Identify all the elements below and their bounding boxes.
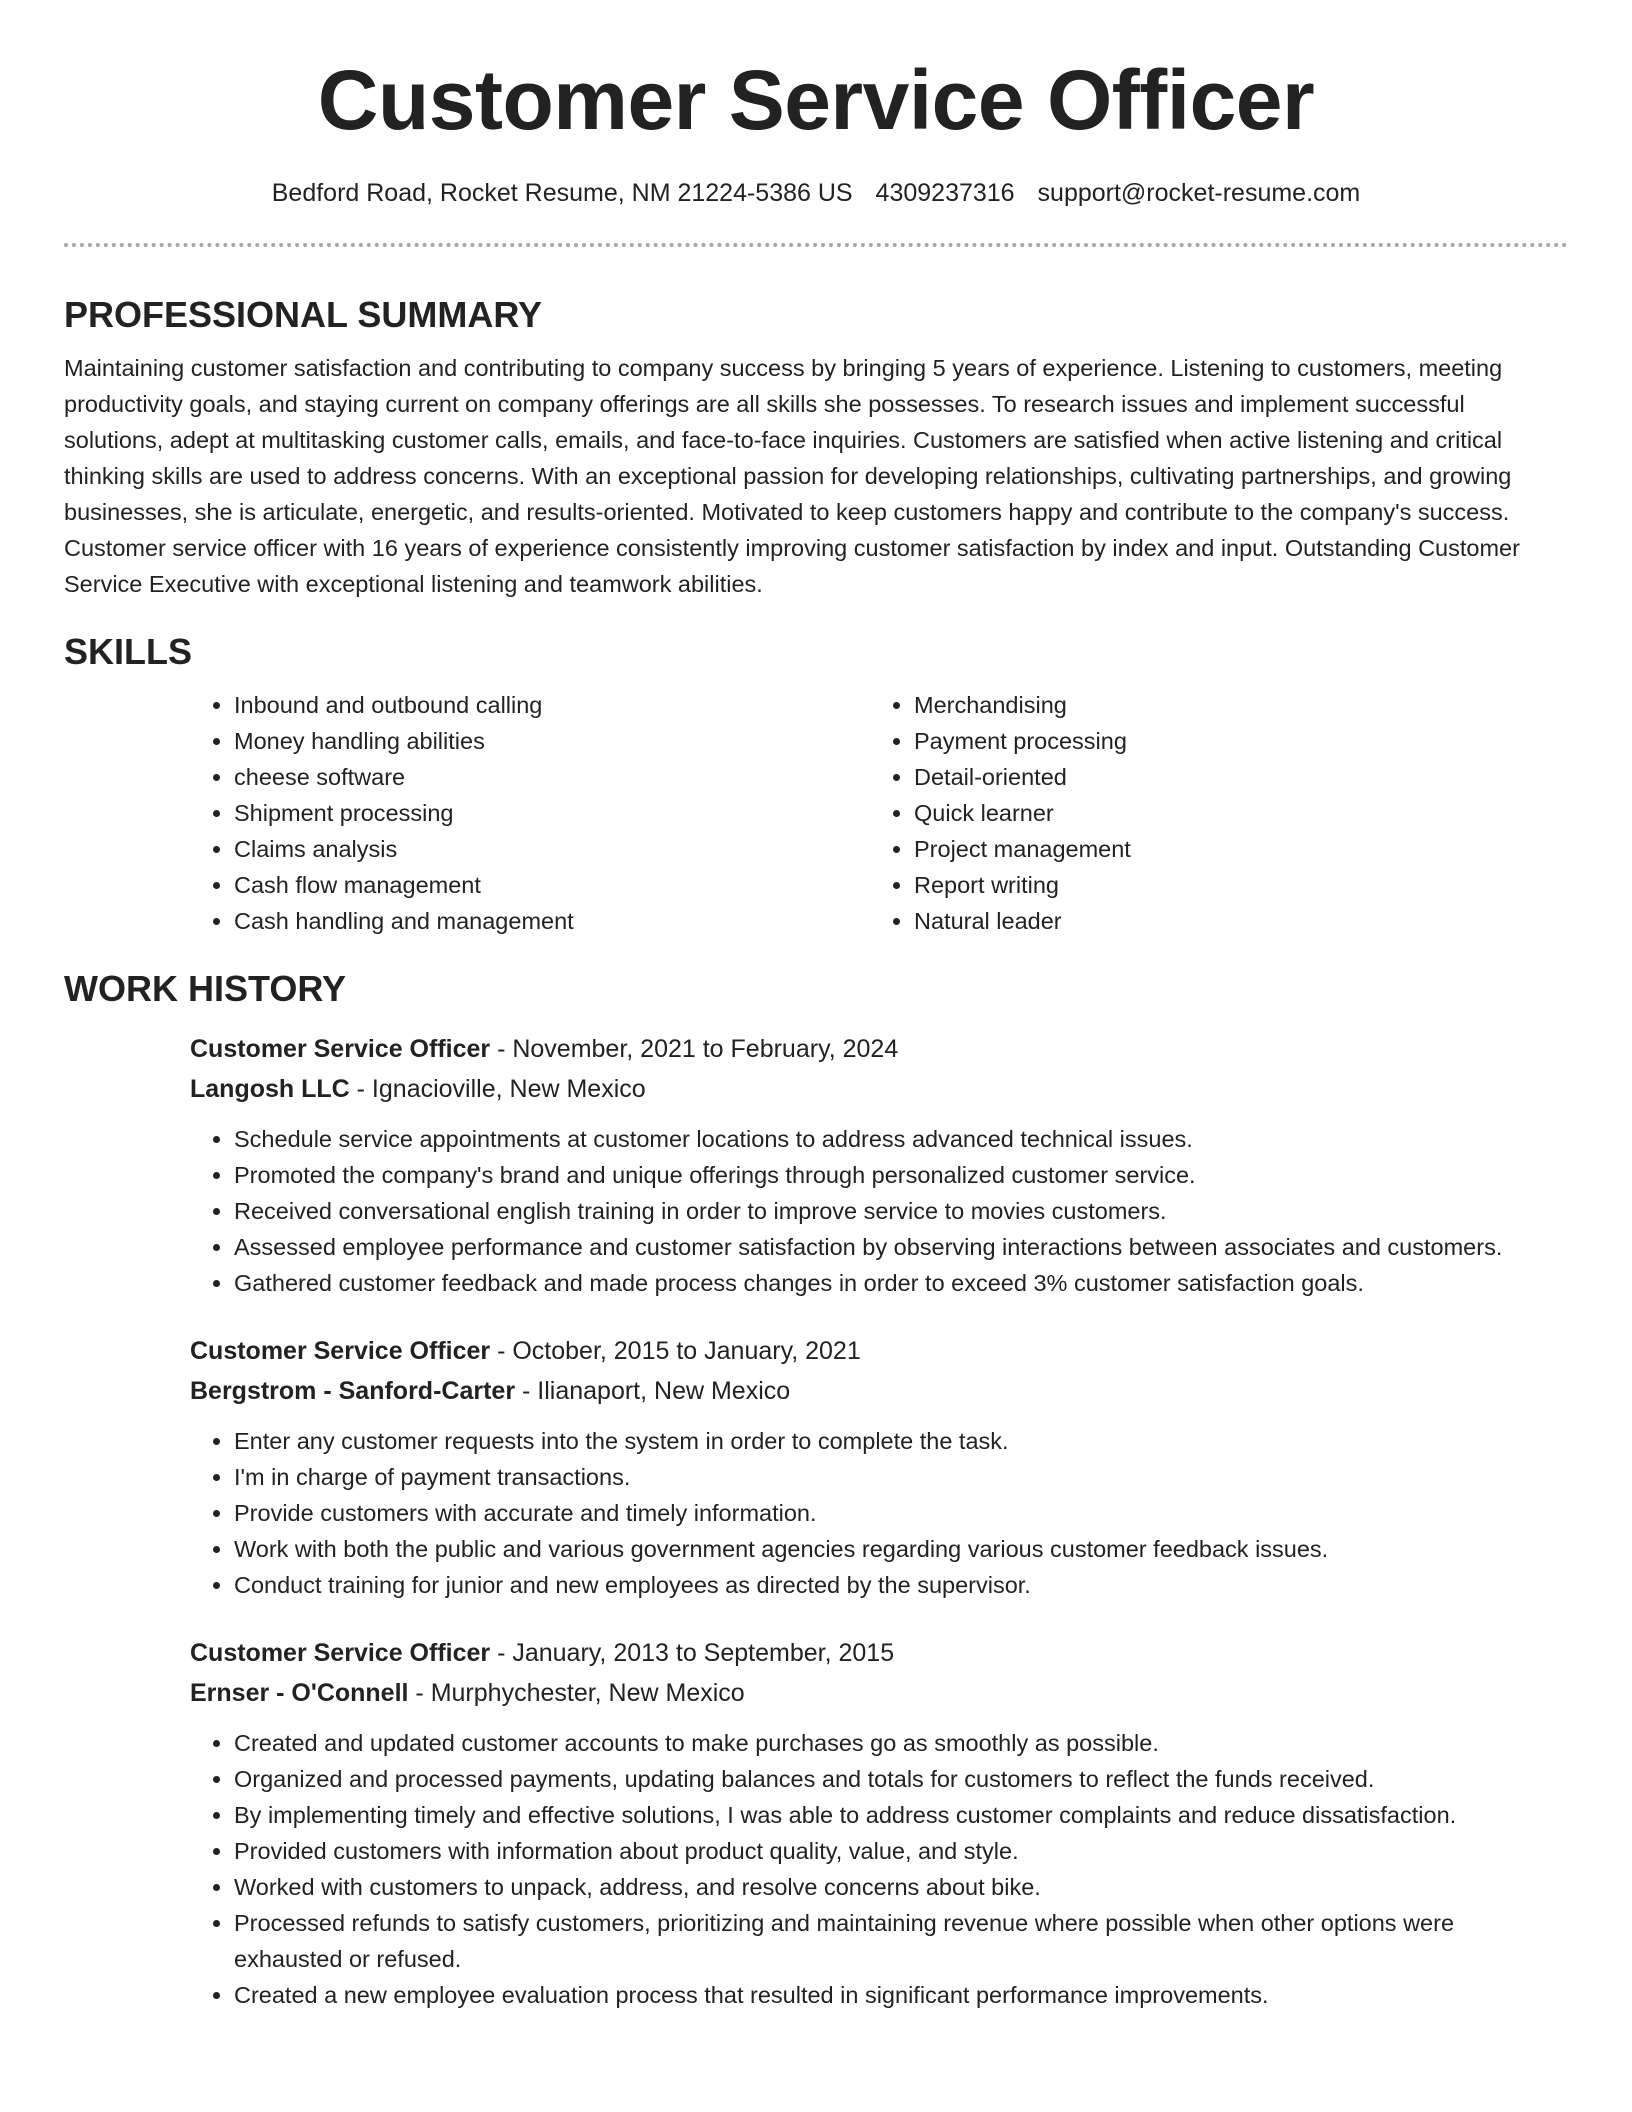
skills-column-left (190, 687, 870, 939)
job-title: Customer Service Officer (190, 1336, 491, 1365)
skills-heading: SKILLS (64, 631, 193, 673)
job-duty-item: • Created and updated customer accounts to make purchases go as smoothly as possible. (234, 1725, 1568, 1761)
job-company: Ernser - O'Connell (190, 1678, 409, 1707)
job-duty-item: • Provided customers with information about product quality, value, and style. (234, 1833, 1568, 1869)
skills-grid (190, 687, 1568, 939)
job-company-line (190, 1371, 1568, 1411)
skill-item: • Payment processing (914, 723, 1550, 759)
skills-list-left (190, 687, 870, 939)
job-duty-item: • Provide customers with accurate and timely information. (234, 1495, 1568, 1531)
skill-item: • Money handling abilities (234, 723, 870, 759)
summary-heading: PROFESSIONAL SUMMARY (64, 294, 543, 336)
skill-item: • Shipment processing (234, 795, 870, 831)
job-company: Langosh LLC (190, 1074, 350, 1103)
job-title-line (190, 1633, 1568, 1673)
job-duties-list (190, 1121, 1568, 1301)
skill-item: • Cash flow management (234, 867, 870, 903)
skill-item: • Quick learner (914, 795, 1550, 831)
job-duty-item: • Schedule service appointments at customer locations to address advanced technical issues. (234, 1121, 1568, 1157)
job-title: Customer Service Officer (190, 1034, 491, 1063)
header-divider (64, 243, 1568, 247)
skill-item: • Claims analysis (234, 831, 870, 867)
skills-section (0, 630, 1632, 939)
job-duty-item: • Created a new employee evaluation process that resulted in significant performance improvements. (234, 1977, 1568, 2013)
job-duties-list (190, 1725, 1568, 2013)
job-location: - Murphychester, New Mexico (408, 1678, 745, 1707)
work-history-heading: WORK HISTORY (64, 968, 347, 1010)
job-title-line (190, 1331, 1568, 1371)
job-title: Customer Service Officer (190, 1638, 491, 1667)
job-company: Bergstrom - Sanford-Carter (190, 1376, 516, 1405)
skills-list-right (870, 687, 1550, 939)
job-title-line (190, 1029, 1568, 1069)
job-duty-item: • Assessed employee performance and customer satisfaction by observing interactions between associates and customers. (234, 1229, 1568, 1265)
skill-item: • Inbound and outbound calling (234, 687, 870, 723)
job-duty-item: • Conduct training for junior and new employees as directed by the supervisor. (234, 1567, 1568, 1603)
job-duty-item: • Received conversational english training in order to improve service to movies customers. (234, 1193, 1568, 1229)
contact-phone: 4309237316 (875, 178, 1015, 207)
job-location: - Ignacioville, New Mexico (349, 1074, 646, 1103)
job-duties-list (190, 1423, 1568, 1603)
job-company-line (190, 1673, 1568, 1713)
job-entry (190, 1633, 1568, 2013)
summary-text: Maintaining customer satisfaction and contributing to company success by bringing 5 years of experience. Listening to customers, meeting productivity goals, and staying current on company offerings are all skills she possesses. To research issues and implement successful solutions, adept at multitasking customer calls, emails, and face-to-face inquiries. Customers are satisfied when active listening and critical thinking skills are used to address concerns. With an exceptional passion for developing relationships, cultivating partnerships, and growing businesses, she is articulate, energetic, and results-oriented. Motivated to keep customers happy and contribute to the company's success. Customer service officer with 16 years of experience consistently improving customer satisfaction by index and input. Outstanding Customer Service Executive with exceptional listening and teamwork abilities. (64, 355, 1520, 598)
skill-item: • Report writing (914, 867, 1550, 903)
skill-item: • cheese software (234, 759, 870, 795)
contact-address: Bedford Road, Rocket Resume, NM 21224-5386 US (271, 178, 853, 207)
job-duty-item: • Processed refunds to satisfy customers, prioritizing and maintaining revenue where possible when other options were exhausted or refused. (234, 1905, 1568, 1977)
job-duty-item: • I'm in charge of payment transactions. (234, 1459, 1568, 1495)
job-dates: - October, 2015 to January, 2021 (490, 1336, 861, 1365)
summary-section (0, 293, 1632, 602)
job-dates: - January, 2013 to September, 2015 (490, 1638, 895, 1667)
skill-item: • Detail-oriented (914, 759, 1550, 795)
skill-item: • Cash handling and management (234, 903, 870, 939)
skill-item: • Project management (914, 831, 1550, 867)
skill-item: • Natural leader (914, 903, 1550, 939)
job-duty-item: • Gathered customer feedback and made process changes in order to exceed 3% customer satisfaction goals. (234, 1265, 1568, 1301)
job-location: - Ilianaport, New Mexico (515, 1376, 791, 1405)
job-duty-item: • Promoted the company's brand and unique offerings through personalized customer service. (234, 1157, 1568, 1193)
resume-header (0, 0, 1632, 209)
contact-email: support@rocket-resume.com (1037, 178, 1361, 207)
job-duty-item: • Organized and processed payments, updating balances and totals for customers to reflect the funds received. (234, 1761, 1568, 1797)
job-duty-item: • Enter any customer requests into the system in order to complete the task. (234, 1423, 1568, 1459)
job-duty-item: • Worked with customers to unpack, address, and resolve concerns about bike. (234, 1869, 1568, 1905)
job-dates: - November, 2021 to February, 2024 (490, 1034, 899, 1063)
job-duty-item: • Work with both the public and various government agencies regarding various customer feedback issues. (234, 1531, 1568, 1567)
contact-line (0, 177, 1632, 210)
job-duty-item: • By implementing timely and effective solutions, I was able to address customer complaints and reduce dissatisfaction. (234, 1797, 1568, 1833)
skill-item: • Merchandising (914, 687, 1550, 723)
work-history-section (0, 967, 1632, 2012)
job-entry (190, 1029, 1568, 1301)
job-company-line (190, 1069, 1568, 1109)
candidate-name: Customer Service Officer (317, 53, 1315, 147)
job-entry (190, 1331, 1568, 1603)
skills-column-right (870, 687, 1550, 939)
